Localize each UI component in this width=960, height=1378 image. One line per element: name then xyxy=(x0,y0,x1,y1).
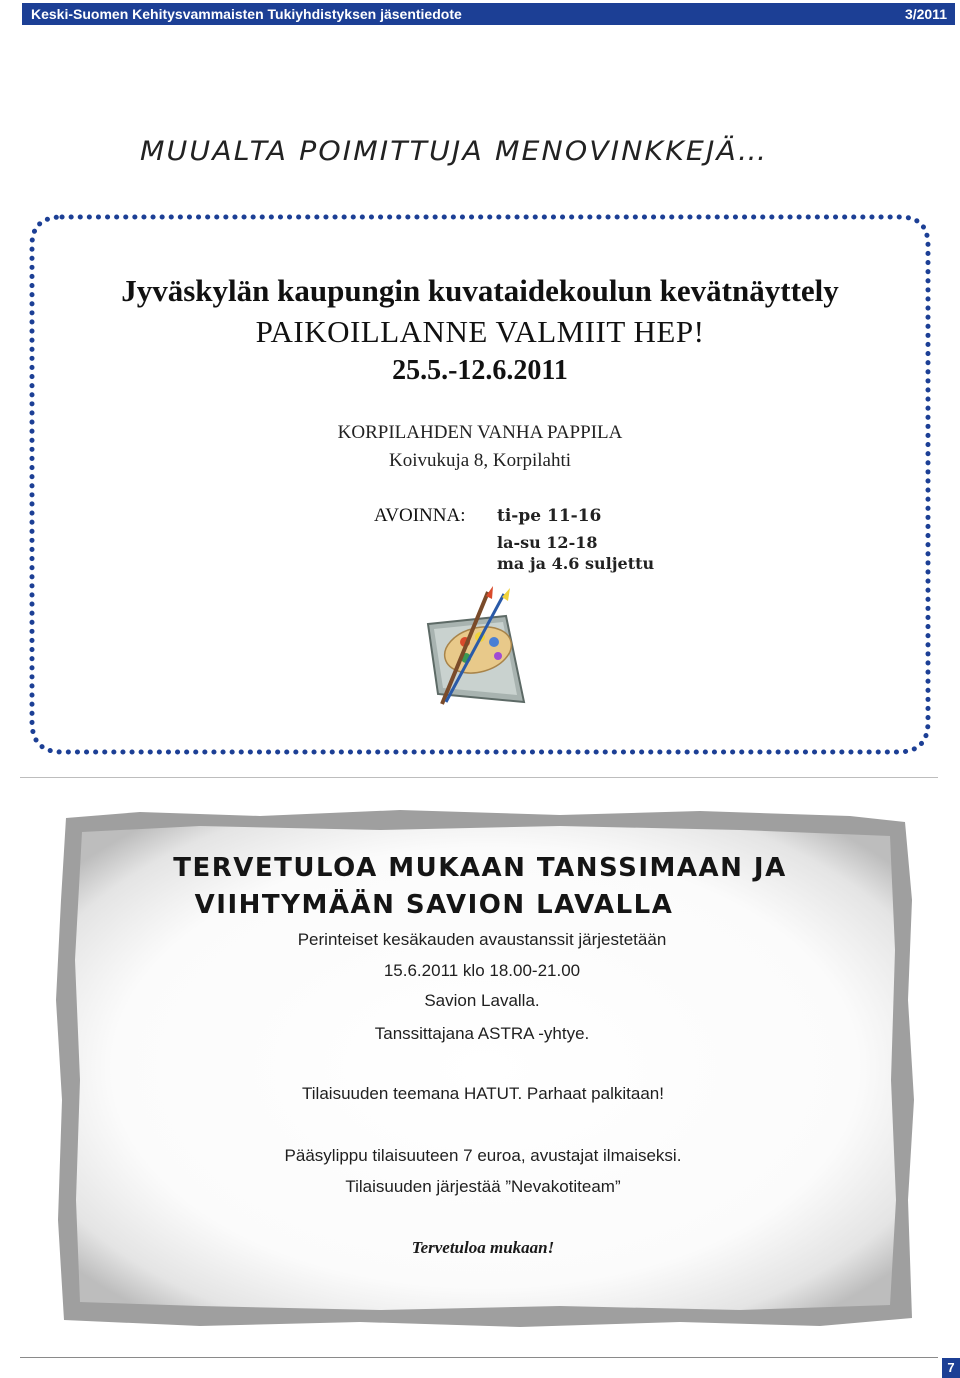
flyer-line: Perinteiset kesäkauden avaustanssit järjestetään xyxy=(297,930,667,949)
issue-number: 3/2011 xyxy=(904,6,947,22)
event-subtitle: PAIKOILLANNE VALMIIT HEP! xyxy=(255,314,705,349)
opening-hours-label: AVOINNA: xyxy=(374,505,466,526)
flyer-line: Tilaisuuden teemana HATUT. Parhaat palkitaan! xyxy=(302,1084,664,1103)
footer-divider xyxy=(20,1357,938,1358)
event-venue: KORPILAHDEN VANHA PAPPILA xyxy=(337,422,623,443)
event-address: Koivukuja 8, Korpilahti xyxy=(388,450,572,471)
flyer-headline-line-2: VIIHTYMÄÄN SAVION LAVALLA xyxy=(194,890,674,920)
newsletter-name: Keski-Suomen Kehitysvammaisten Tukiyhdistyksen jäsentiedote xyxy=(31,6,462,22)
flyer-closing-line: Tervetuloa mukaan! xyxy=(411,1238,555,1257)
opening-hours-closed: ma ja 4.6 suljettu xyxy=(497,554,655,573)
opening-hours-weekdays: ti-pe 11-16 xyxy=(497,506,602,526)
flyer-line: Pääsylippu tilaisuuteen 7 euroa, avustajat ilmaiseksi. xyxy=(284,1146,682,1165)
flyer-line: Savion Lavalla. xyxy=(424,991,540,1010)
flyer-line: 15.6.2011 klo 18.00-21.00 xyxy=(383,961,581,980)
event-dates: 25.5.-12.6.2011 xyxy=(392,355,568,386)
flyer-line: Tilaisuuden järjestää ”Nevakotiteam” xyxy=(345,1177,621,1196)
page-number: 7 xyxy=(942,1358,960,1378)
opening-hours-weekend: la-su 12-18 xyxy=(497,533,598,552)
flyer-line: Tanssittajana ASTRA -yhtye. xyxy=(374,1024,590,1043)
flyer-headline-line-1: TERVETULOA MUKAAN TANSSIMAAN JA xyxy=(173,853,787,883)
section-title: MUUALTA POIMITTUJA MENOVINKKEJÄ… xyxy=(140,136,769,167)
event-title: Jyväskylän kaupungin kuvataidekoulun kevätnäyttely xyxy=(121,273,839,308)
